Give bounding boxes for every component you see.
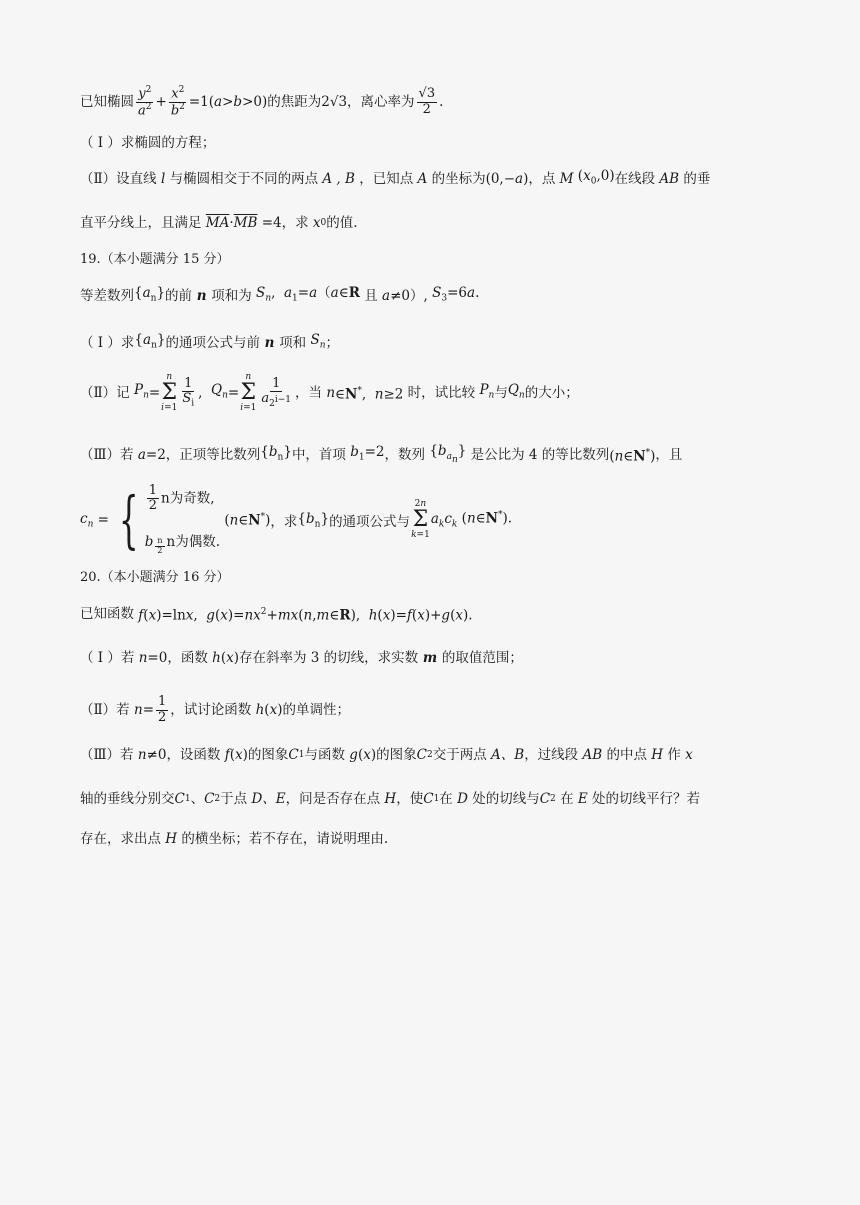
q20-part3-text-d: 与函数 <box>304 747 345 763</box>
sum-symbol: n Σ i=1 <box>161 372 178 413</box>
q19-part3-text-f: ，且 <box>655 447 683 464</box>
q20-part3-text-a: （Ⅲ）若 <box>80 747 134 763</box>
case-odd: n为奇数, <box>161 490 215 507</box>
q19-intro-text-d: 且 <box>364 287 378 304</box>
q20-part2-text-b: ，试讨论函数 <box>170 702 252 718</box>
q20-part3-text-i: 作 <box>667 747 681 763</box>
q19-part2-text-d: 与 <box>494 385 508 401</box>
q19-intro-text-e: ）, <box>410 287 428 304</box>
q19-part3-text-d: ，数列 <box>384 447 426 464</box>
q19-part3-text-g: ，求 <box>270 514 298 530</box>
q18-part2: （Ⅱ）设直线 l 与椭圆相交于不同的两点 A , B ，已知点 A 的坐标为 (0,−a) ，点 M $(x_0,0)$ 在线段 AB 的垂 <box>80 168 711 187</box>
q20-part1: （ I ）若 n=0 ，函数 h(x) 存在斜率为 3 的切线，求实数 m 的取值范围； <box>80 650 523 666</box>
q19-part3-text-b: ，正项等比数列 <box>165 447 261 464</box>
q20-header: 20.（本小题满分 16 分） <box>80 570 230 585</box>
q20-part3-text-c: 的图象 <box>247 747 289 763</box>
q19-header: 19.（本小题满分 15 分） <box>80 252 230 267</box>
q20-part2-text-c: 的单调性； <box>282 702 350 718</box>
q19-part2: （Ⅱ）记 $P_n$ = n Σ i=1 $\frac{1}{S_i}$ , $Q_n$ = n Σ i=1 $\frac{1}{a_{2^{i-1}}}$ ，当 n ∈N*, n≥2 时，试比较 $P_n$ 与 $Q_n$ 的大小； <box>80 372 579 413</box>
q20-part3-text-f: 交于两点 <box>432 747 487 763</box>
q19-part3-text-c: 中，首项 <box>291 447 346 464</box>
q19-part1-text-b: 的通项公式与前 <box>165 334 260 351</box>
q19-intro-text-c: 项和为 <box>211 287 252 304</box>
q20-part3-text-e: 的图象 <box>376 747 417 763</box>
q20-part2-text-a: （Ⅱ）若 <box>80 702 130 718</box>
q20-line3-text: 存在，求出点 <box>80 831 161 847</box>
frac-1-2: $\frac{1}{2}$ <box>158 694 167 725</box>
q18-ecc-text: ，离心率为 <box>347 94 415 110</box>
q18-part1: （ I ）求椭圆的方程； <box>80 135 216 151</box>
case-even: n为偶数. <box>166 533 221 550</box>
q18-part2-text-f: 在线段 <box>614 170 656 187</box>
sum-symbol: n Σ i=1 <box>240 372 257 413</box>
q19-intro: 等差数列 $\{a_n\}$ 的前 n 项和为 $S_n$ , $a_1=a(a\in R$ 且 a≠0 ）, $S_3=6a$. <box>80 285 480 304</box>
q20-part3-text-b: ，设函数 <box>166 747 221 763</box>
q20-line2-text-e: 在 <box>439 791 453 807</box>
q20-line2-text-c: ，问是否存在点 <box>285 791 381 807</box>
q20-line2-text-f: 处的切线与 <box>472 791 540 807</box>
frac-1-Si: $\frac{1}{S_i}$ <box>182 375 195 409</box>
q19-part1-text-c: 项和 <box>279 334 307 351</box>
q19-part2-text-e: 的大小； <box>524 385 579 401</box>
frac-1-a2i: $\frac{1}{a_{2^{i-1}}}$ <box>261 375 292 409</box>
q19-part3: （Ⅲ）若 a=2 ，正项等比数列 $\{b_n\}$ 中，首项 $b_1=2$ ，数列 $\{b_{a_n}\}$ 是公比为 4 的等比数列 (n∈N*) ，且 <box>80 443 683 465</box>
q19-intro-text-a: 等差数列 <box>80 287 134 304</box>
q20-line2-text-g: 处的切线平行？若 <box>592 791 701 807</box>
q19-part2-text-b: ，当 <box>295 385 323 401</box>
q18-intro-text: 已知椭圆 <box>80 94 134 110</box>
q20-intro: 已知函数 f(x)=lnx, $g(x)=nx^2+mx(n,m\in R)$, h(x)=f(x)+g(x). <box>80 605 473 624</box>
q19-part3-text-h: 的通项公式与 <box>329 514 411 530</box>
q19-part3-text-e: 是公比为 4 的等比数列 <box>470 447 610 464</box>
frac-sqrt3-2: $\frac{√3}{2}$ <box>418 86 436 117</box>
q19-part1: （ I ）求 $\{a_n\}$ 的通项公式与前 n 项和 $S_n$ ； <box>80 332 340 351</box>
q18-part2-text-j: 的值. <box>326 215 358 231</box>
q18-part2-text-c: ，已知点 <box>359 170 414 187</box>
frac-y2-a2: $\frac{y^2}{a^2}$ <box>138 84 152 118</box>
frac-x2-b2: $\frac{x^2}{b^2}$ <box>170 84 185 118</box>
q19-intro-text-b: 的前 <box>165 287 193 304</box>
q18-part2-text-g: 的垂 <box>683 170 711 187</box>
q20-part1-text-a: （ I ）若 <box>80 650 135 666</box>
q20-line3-text-b: 的横坐标；若不存在，请说明理由. <box>181 831 389 847</box>
q20-part1-text-b: ，函数 <box>167 650 208 666</box>
q18-part2-text-a: （Ⅱ）设直线 <box>80 170 157 187</box>
q20-part2: （Ⅱ）若 n= $\frac{1}{2}$ ，试讨论函数 h(x) 的单调性； <box>80 694 350 725</box>
q20-part3: （Ⅲ）若 n≠0 ，设函数 f(x) 的图象 C 1 与函数 g(x) 的图象 C 2 交于两点 A、B ，过线段 AB 的中点 H 作 x <box>80 747 693 763</box>
q18-part2-text-i: ，求 <box>281 215 309 231</box>
q20-intro-text: 已知函数 <box>80 605 134 622</box>
sum-symbol: 2n Σ k=1 <box>411 499 430 540</box>
cases: $\frac{1}{2}$ n为奇数, b $_{\frac{n}{2}}$ n为偶数. <box>144 483 221 556</box>
q19-part1-text-a: （ I ）求 <box>80 334 135 351</box>
q18-part2-cont: 直平分线上，且满足 $\overline{MA}\cdot\overline{MB}$ =4 ，求 x 0 的值. <box>80 215 358 231</box>
q20-part1-text-c: 存在斜率为 3 的切线，求实数 <box>239 650 419 666</box>
q19-part3-text-a: （Ⅲ）若 <box>80 447 134 464</box>
q19-cn-definition: $c_n$ = { $\frac{1}{2}$ n为奇数, b $_{\frac{n}{2}}$ n为偶数. (n∈N*) ，求 $\{b_n\}$ 的通项公式与 2n Σ k=1 $a_kc_k$ (n∈N*). <box>80 483 513 556</box>
q20-line2-text-d: ，使 <box>396 791 424 807</box>
q19-part2-text-a: （Ⅱ）记 <box>80 385 130 401</box>
q20-part3-text-g: ，过线段 <box>524 747 579 763</box>
q20-part3-line3: 存在，求出点 H 的横坐标；若不存在，请说明理由. <box>80 831 389 847</box>
q20-part3-line2: 轴的垂线分别交 C 1 、 C 2 于点 D、E ，问是否存在点 H ，使 C 1 在 D 处的切线与 C 2 在 E 处的切线平行？若 <box>80 791 701 807</box>
q20-part1-text-d: 的取值范围； <box>441 650 523 666</box>
left-brace: { <box>119 483 139 556</box>
q19-part2-text-c: 时，试比较 <box>407 385 476 401</box>
q20-line2-text-b: 于点 <box>220 791 248 807</box>
q18-part2-text-d: 的坐标为 <box>431 170 486 187</box>
q20-part3-text-h: 的中点 <box>606 747 647 763</box>
q20-line2-text-a: 轴的垂线分别交 <box>80 791 175 807</box>
q18-intro: 已知椭圆 $\frac{y^2}{a^2}$ + $\frac{x^2}{b^2}$ =1(a>b>0) 的焦距为 2√3 ，离心率为 $\frac{√3}{2}$ . <box>80 84 444 118</box>
q18-part2-text-h: 直平分线上，且满足 <box>80 215 202 231</box>
q18-focal-text: 的焦距为 <box>267 94 322 110</box>
q18-part2-text-b: 与椭圆相交于不同的两点 <box>169 170 319 187</box>
q18-part2-text-e: ，点 <box>528 170 556 187</box>
